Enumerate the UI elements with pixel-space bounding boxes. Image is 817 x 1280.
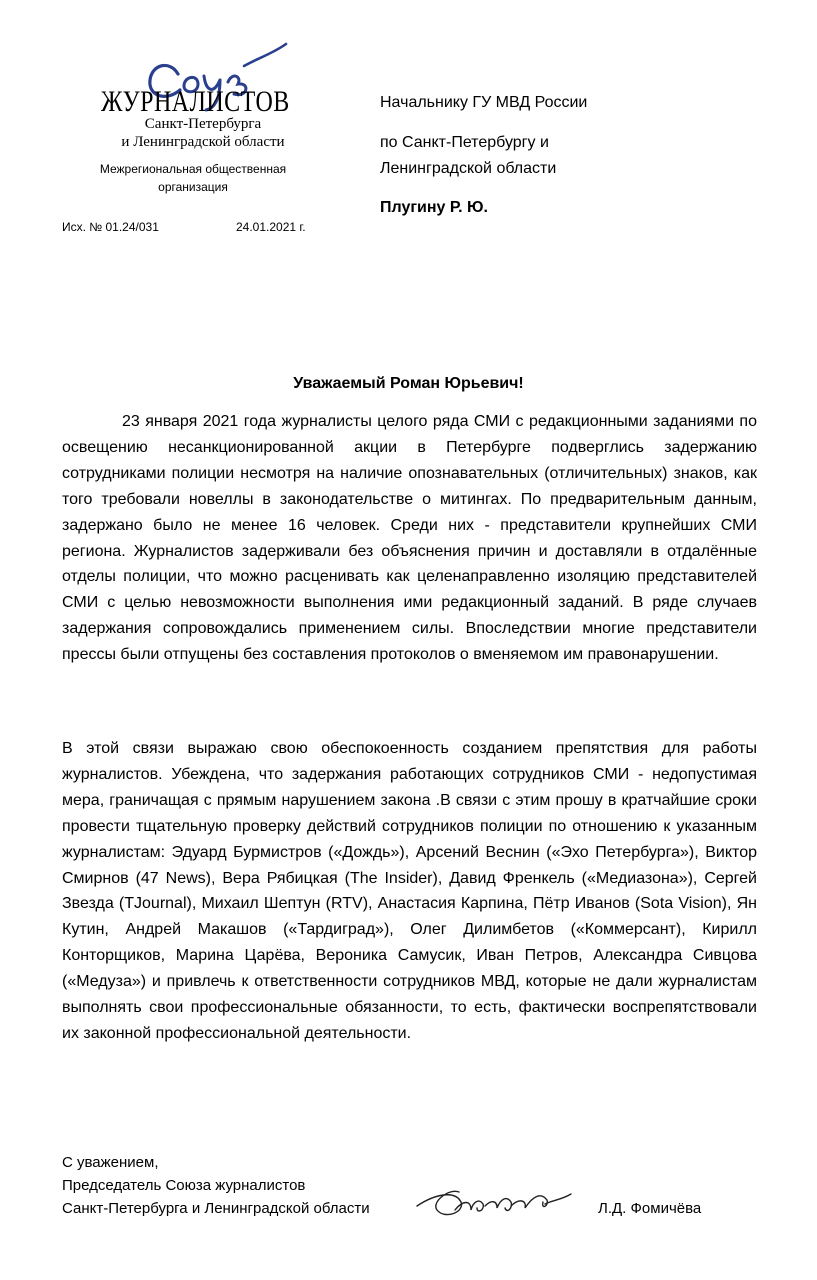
letter-date: 24.01.2021 г. [236,220,306,234]
logo-subtitle-city: Санкт-Петербурга [144,116,262,132]
logo-title: ЖУРНАЛИСТОВ [101,85,290,118]
body-paragraph-1: 23 января 2021 года журналисты целого ряда СМИ с редакционными заданиями по освещению несанкционированной акции в Петербурге подверглись задержанию сотрудниками полиции несмотря на наличие опознавательных (отличительных) знаков, как того требовали новеллы в законодательстве о митингах. По предварительным данным, задержано было не менее 16 человек. Среди них - представители крупнейших СМИ региона. Журналистов задерживали без объяснения причин и доставляли в отдалённые отделы полиции, что можно расценивать как целенаправленно изоляцию представителей СМИ с целью невозможности выполнения ими редакционный заданий. В ряде случаев задержания сопровождались применением силы. Впоследствии многие представители прессы были отпущены без составления протоколов о вменяемом им правонарушении. [62,413,757,664]
salutation: Уважаемый Роман Юрьевич! [293,375,524,392]
body-paragraph-2: В этой связи выражаю свою обеспокоенность созданием препятствия для работы журналистов. Убеждена, что задержания работающих сотрудников СМИ - недопустимая мера, граничащая с прямым нарушением закона .В связи с этим прошу в кратчайшие сроки провести тщательную проверку действий сотрудников полиции по отношению к указанным журналистам: Эдуард Бурмистров («Дождь»), Арсений Веснин («Эхо Петербурга»), Виктор Смирнов (47 News), Вера Рябицкая (The Insider), Давид Френкель («Медиазона»), Сергей Звезда (TJournal), Михаил Шептун (RTV), Анастасия Карпина, Пётр Иванов (Sota Vision), Ян Кутин, Андрей Макашов («Тардиград»), Олег Дилимбетов («Коммерсант), Кирилл Конторщиков, Марина Царёва, Вероника Самусик, Иван Петров, Александра Сивцова («Медуза») и привлечь к ответственности сотрудников МВД, которые не дали журналистам выполнять свои профессиональные обязанности, то есть, фактически воспрепятствовали их законной профессиональной деятельности. [62,740,757,1042]
signer-title-line2: Санкт-Петербурга и Ленинградской области [62,1200,370,1217]
addressee-position: Начальнику ГУ МВД России [380,94,588,111]
outgoing-number: Исх. № 01.24/031 [62,220,159,234]
addressee-region-line2: Ленинградской области [380,160,557,177]
signer-title-line1: Председатель Союза журналистов [62,1177,306,1194]
handwritten-signature [415,1180,575,1224]
closing-phrase: С уважением, [62,1154,159,1171]
logo-subtitle-region: и Ленинградской области [121,134,285,150]
addressee-name: Плугину Р. Ю. [380,199,488,216]
addressee-region-line1: по Санкт-Петербургу и [380,134,549,151]
organization-type: Межрегиональная общественная организация [99,162,287,194]
signer-name: Л.Д. Фомичёва [598,1200,702,1217]
